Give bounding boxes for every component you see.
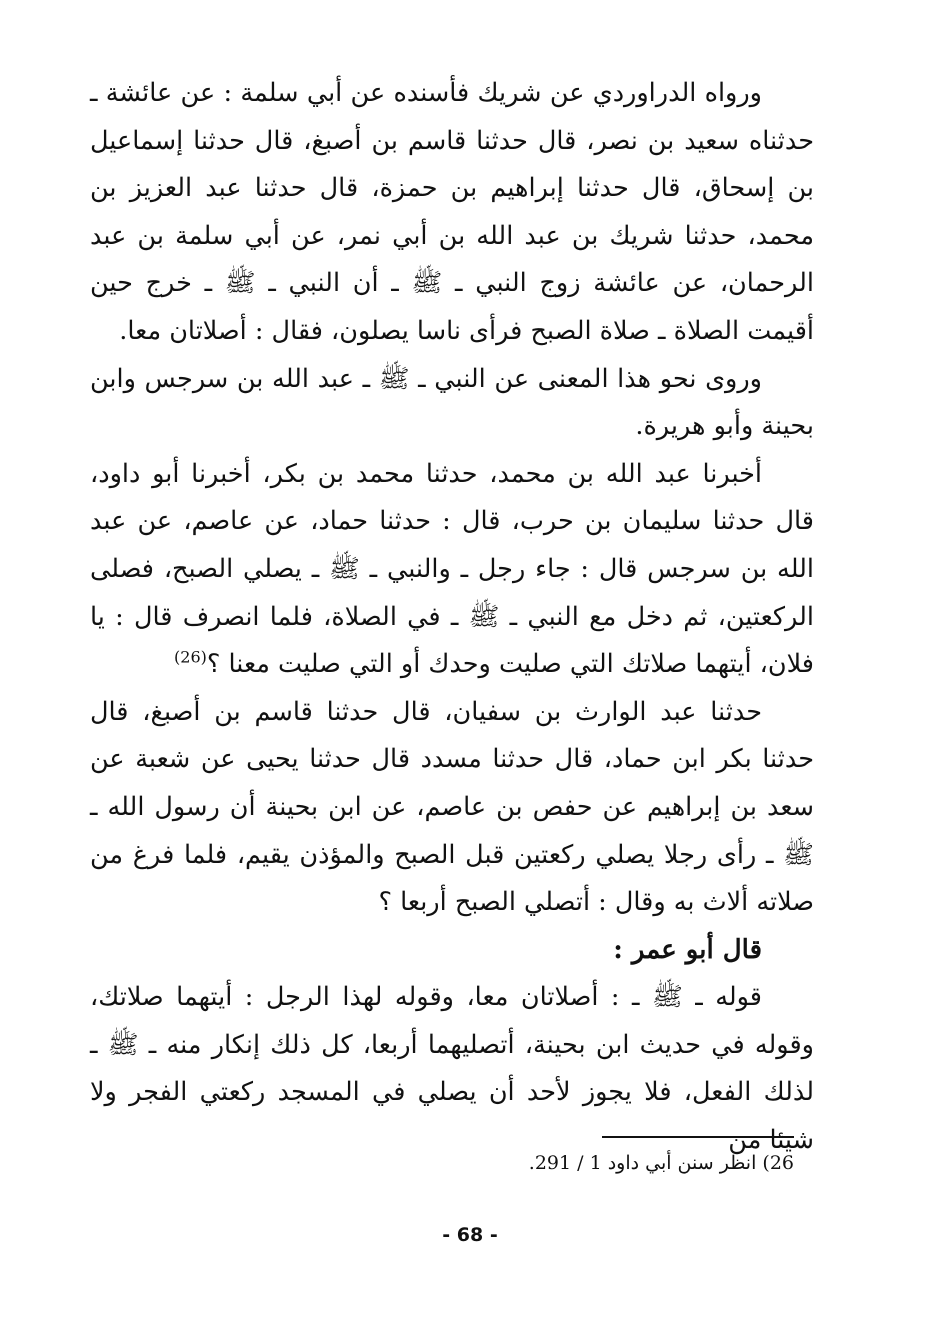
footnote-separator xyxy=(602,1136,794,1138)
main-text xyxy=(90,70,814,1165)
paragraph-abu-dawud-hadith xyxy=(90,451,814,689)
footnote-reference: (26) xyxy=(174,647,207,667)
paragraph-similar-narrations: وروى نحو هذا المعنى عن النبي ـ ﷺ ـ عبد الله بن سرجس وابن بحينة وأبو هريرة. xyxy=(90,363,814,442)
page-number: - 68 - xyxy=(442,1224,498,1246)
section-heading: قال أبو عمر : xyxy=(613,934,762,965)
hadith-text: أخبرنا عبد الله بن محمد، حدثنا محمد بن بكر، أخبرنا أبو داود، قال حدثنا سليمان بن حرب، قال : حدثنا حماد، عن عاصم، عن عبد الله بن سرجس قال : جاء رجل ـ والنبي ـ ﷺ ـ يصلي الصبح، فصلى الركعتين، ثم دخل مع النبي ـ ﷺ ـ في الصلاة، فلما انصرف قال : يا فلان، أيتهما صلاتك التي صليت وحدك أو التي صليت معنا ؟ xyxy=(90,458,814,680)
paragraph-dardawardi: ورواه الدراوردي عن شريك فأسنده عن أبي سلمة : عن عائشة ـ حدثناه سعيد بن نصر، قال حدثنا قاسم بن أصبغ، قال حدثنا إسماعيل بن إسحاق، قال حدثنا إبراهيم بن حمزة، قال حدثنا عبد العزيز بن محمد، حدثنا شريك بن عبد الله بن أبي نمر، عن أبي سلمة بن عبد الرحمان، عن عائشة زوج النبي ـ ﷺ ـ أن النبي ـ ﷺ ـ خرج حين أقيمت الصلاة ـ صلاة الصبح فرأى ناسا يصلون، فقال : أصلاتان معا. xyxy=(90,78,814,346)
paragraph-commentary: قوله ـ ﷺ ـ : أصلاتان معا، وقوله لهذا الرجل : أيتهما صلاتك، وقوله في حديث ابن بحينة، أتصليهما أربعا، كل ذلك إنكار منه ـ ﷺ ـ لذلك الفعل، فلا يجوز لأحد أن يصلي في المسجد ركعتي الفجر ولا شيئا من xyxy=(90,982,814,1156)
footnote: 26) انظر سنن أبي داود 1 / 291. xyxy=(528,1152,794,1174)
paragraph-ibn-buhayna-hadith: حدثنا عبد الوارث بن سفيان، قال حدثنا قاسم بن أصبغ، قال حدثنا بكر ابن حماد، قال حدثنا مسدد قال حدثنا يحيى عن شعبة عن سعد بن إبراهيم عن حفص بن عاصم، عن ابن بحينة أن رسول الله ـ ﷺ ـ رأى رجلا يصلي ركعتين قبل الصبح والمؤذن يقيم، فلما فرغ من صلاته ألاث به وقال : أتصلي الصبح أربعا ؟ xyxy=(90,696,814,918)
